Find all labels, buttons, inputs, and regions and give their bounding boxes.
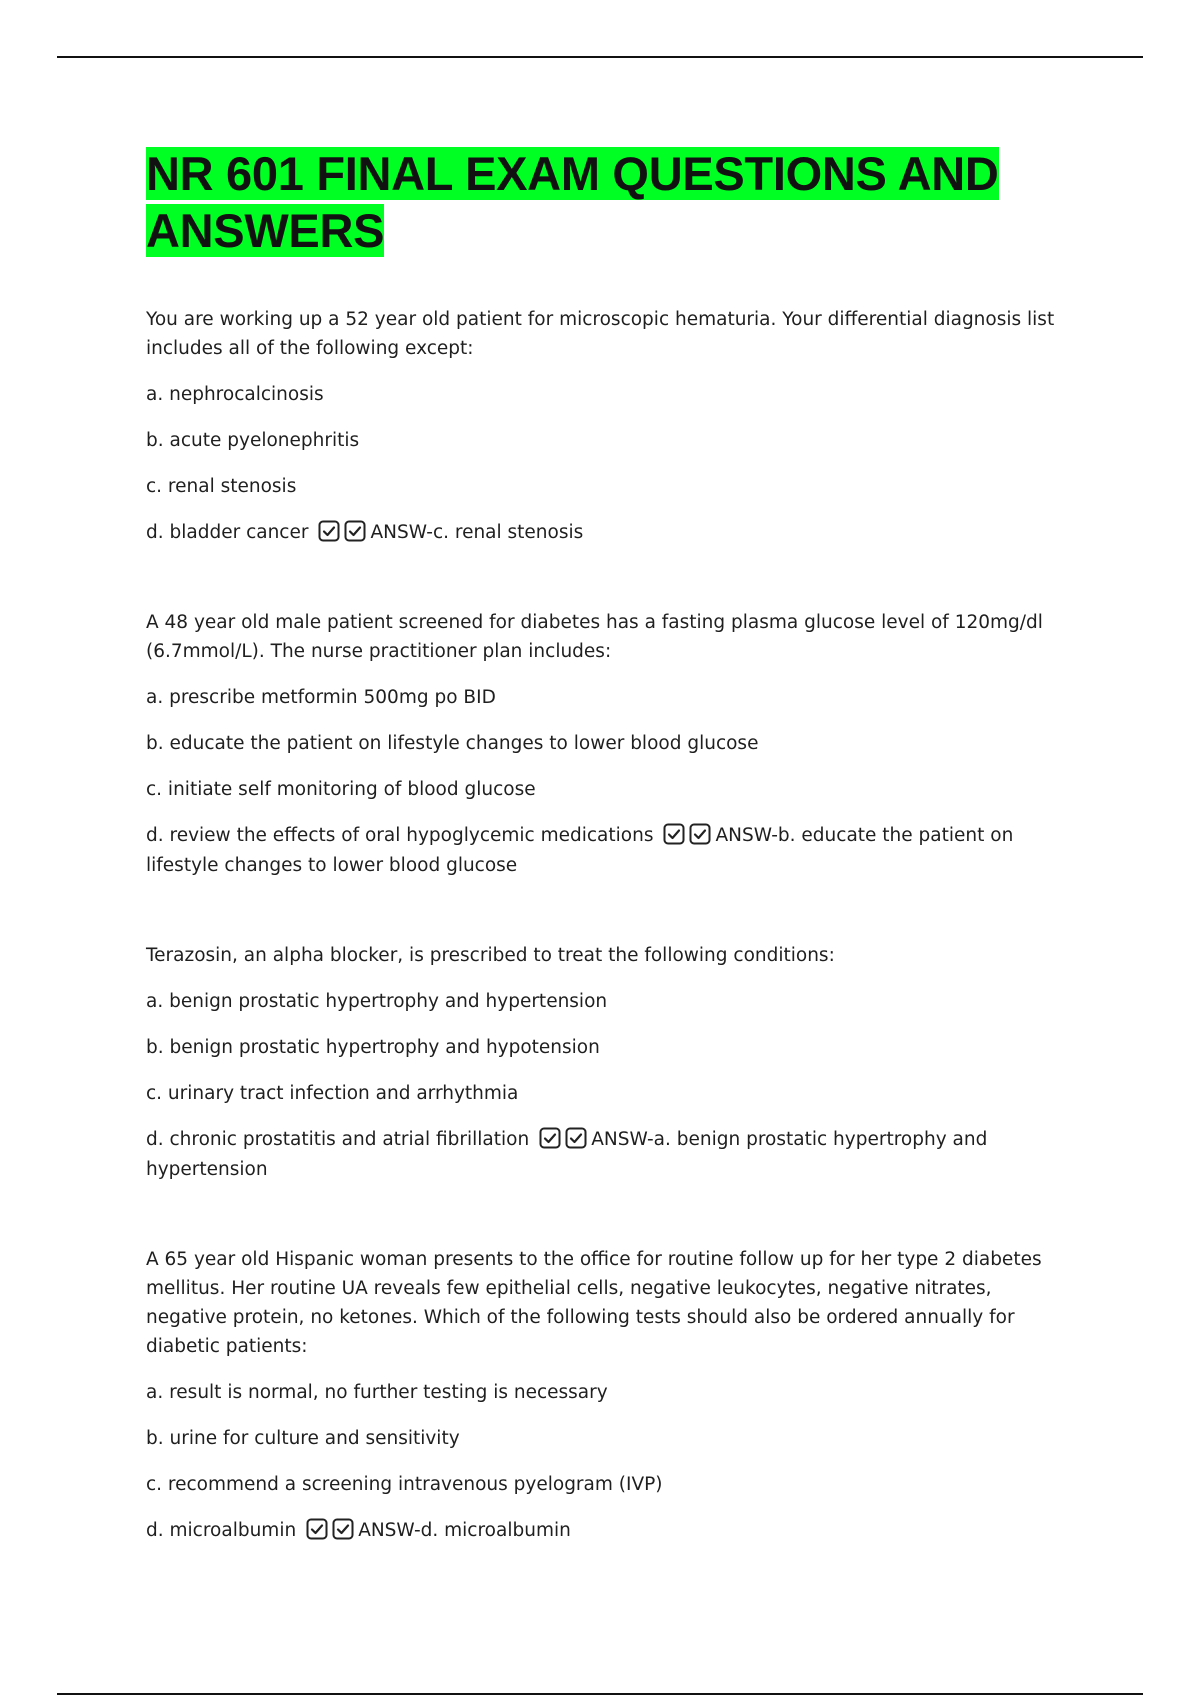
answer-option: b. urine for culture and sensitivity [146,1428,460,1449]
question-block [146,305,1056,548]
checkbox-check-icon [306,1518,328,1540]
checkbox-check-icon [318,520,340,542]
checkbox-check-icon [344,520,366,542]
title-line-2: ANSWERS [146,204,385,257]
checkbox-check-icon [663,823,685,845]
answer-option: d. chronic prostatitis and atrial fibrillation [146,1129,530,1150]
document-body [146,145,1056,1546]
answer-key [306,1516,358,1546]
question-block [146,941,1056,1185]
answer-key [539,1125,591,1155]
title-line-1: NR 601 FINAL EXAM QUESTIONS AND [146,147,999,200]
checkbox-check-icon [689,823,711,845]
answer-option: b. educate the patient on lifestyle changes to lower blood glucose [146,733,759,754]
question-stem: A 48 year old male patient screened for diabetes has a fasting plasma glucose level of 120mg/dl (6.7mmol/L). The nurse practitioner plan includes: [146,612,1043,662]
answer-text: ANSW-a. benign prostatic hypertrophy and hypertension [146,1129,988,1180]
answer-option: c. recommend a screening intravenous pyelogram (IVP) [146,1474,663,1495]
answer-option-with-key [146,821,1056,881]
bottom-rule [57,1693,1143,1695]
checkbox-check-icon [565,1127,587,1149]
answer-option-with-key [146,1125,1056,1185]
answer-option-with-key [146,518,1056,548]
answer-key [318,518,370,548]
question-stem: A 65 year old Hispanic woman presents to the office for routine follow up for her type 2 diabetes mellitus. Her routine UA reveals few epithelial cells, negative leukocytes, negative nitrates, negative protein, no ketones. Which of the following tests should also be ordered annually for diabetic patients: [146,1249,1042,1357]
document-title [146,145,1056,259]
answer-option: a. prescribe metformin 500mg po BID [146,687,496,708]
answer-key [663,821,715,851]
answer-text: ANSW-b. educate the patient on lifestyle changes to lower blood glucose [146,825,1014,876]
checkbox-check-icon [332,1518,354,1540]
answer-option: d. microalbumin [146,1520,297,1541]
checkbox-check-icon [539,1127,561,1149]
answer-option: d. review the effects of oral hypoglycemic medications [146,825,654,846]
answer-option: d. bladder cancer [146,522,309,543]
answer-option: b. benign prostatic hypertrophy and hypotension [146,1037,600,1058]
answer-text: ANSW-d. microalbumin [358,1520,571,1541]
answer-option: c. initiate self monitoring of blood glucose [146,779,536,800]
question-block [146,1245,1056,1546]
answer-option-with-key [146,1516,1056,1546]
top-rule [57,56,1143,58]
answer-option: b. acute pyelonephritis [146,430,360,451]
answer-text: ANSW-c. renal stenosis [370,522,584,543]
question-stem: Terazosin, an alpha blocker, is prescribed to treat the following conditions: [146,945,835,966]
answer-option: a. result is normal, no further testing is necessary [146,1382,608,1403]
question-block [146,608,1056,881]
answer-option: c. urinary tract infection and arrhythmia [146,1083,519,1104]
question-stem: You are working up a 52 year old patient for microscopic hematuria. Your differential diagnosis list includes all of the following except: [146,309,1055,359]
question-list [146,305,1056,1546]
answer-option: a. nephrocalcinosis [146,384,324,405]
answer-option: c. renal stenosis [146,476,297,497]
answer-option: a. benign prostatic hypertrophy and hypertension [146,991,608,1012]
